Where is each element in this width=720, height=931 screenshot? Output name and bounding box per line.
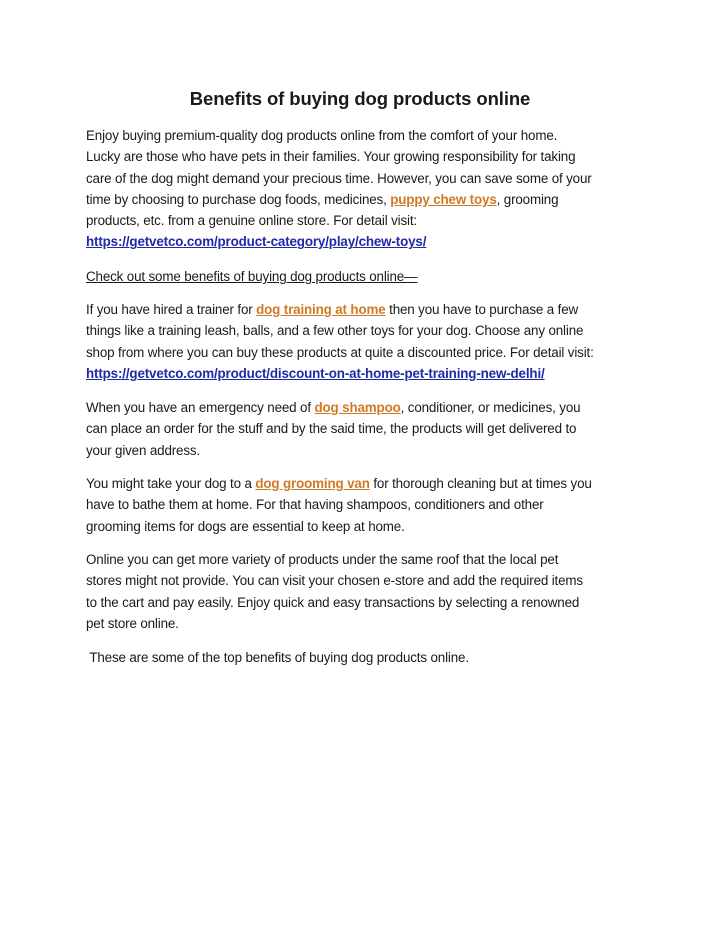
text-line: stores might not provide. You can visit your chosen e-store and add the required items (86, 573, 583, 589)
training-url-link[interactable]: https://getvetco.com/product/discount-on-at-home-pet-training-new-delhi/ (86, 365, 545, 381)
text-line: to the cart and pay easily. Enjoy quick and easy transactions by selecting a renowned (86, 594, 580, 610)
text-segment: then you have to purchase a few (385, 302, 579, 317)
dog-training-at-home-link[interactable]: dog training at home (256, 302, 386, 317)
text-line: pet store online. (86, 615, 179, 631)
text-line: grooming items for dogs are essential to keep at home. (86, 518, 405, 534)
text-line: things like a training leash, balls, and a few other toys for your dog. Choose any online (86, 323, 584, 339)
text-line: have to bathe them at home. For that having shampoos, conditioners and other (86, 497, 544, 513)
intro-paragraph (86, 125, 646, 253)
text-line: can place an order for the stuff and by the said time, the products will get delivered to (86, 421, 577, 437)
closing-paragraph: These are some of the top benefits of buying dog products online. (86, 650, 469, 665)
text-line: Online you can get more variety of products under the same roof that the local pet (86, 552, 559, 567)
shampoo-paragraph (86, 397, 646, 461)
text-line: your given address. (86, 442, 201, 458)
text-segment: , conditioner, or medicines, you (400, 400, 581, 415)
grooming-paragraph (86, 473, 646, 537)
text-line: shop from where you can buy these products at quite a discounted price. For detail visit: (86, 344, 594, 360)
text-segment: , grooming (496, 191, 559, 207)
puppy-chew-toys-link[interactable]: puppy chew toys (390, 191, 497, 207)
text-line: Lucky are those who have pets in their families. Your growing responsibility for taking (86, 149, 576, 165)
text-segment: If you have hired a trainer for (86, 302, 257, 317)
text-line (86, 397, 646, 418)
chew-toys-url-link[interactable]: https://getvetco.com/product-category/play/chew-toys/ (86, 234, 427, 250)
text-line (86, 473, 646, 494)
benefits-heading-line: Check out some benefits of buying dog products online— (86, 269, 418, 284)
text-segment: time by choosing to purchase dog foods, medicines, (86, 191, 391, 207)
dog-shampoo-link[interactable]: dog shampoo (314, 400, 401, 415)
text-line: products, etc. from a genuine online store. For detail visit: (86, 213, 417, 229)
trainer-paragraph (86, 299, 646, 384)
text-segment: for thorough cleaning but at times you (369, 476, 592, 491)
page-title: Benefits of buying dog products online (189, 88, 531, 109)
text-line: care of the dog might demand your precious time. However, you can save some of your (86, 170, 592, 186)
text-line: Enjoy buying premium-quality dog products online from the comfort of your home. (86, 128, 558, 143)
text-line (86, 189, 646, 210)
dog-grooming-van-link[interactable]: dog grooming van (255, 476, 370, 491)
text-segment: When you have an emergency need of (86, 400, 315, 415)
text-line (86, 299, 646, 320)
variety-paragraph (86, 549, 646, 634)
text-segment: You might take your dog to a (86, 476, 256, 491)
